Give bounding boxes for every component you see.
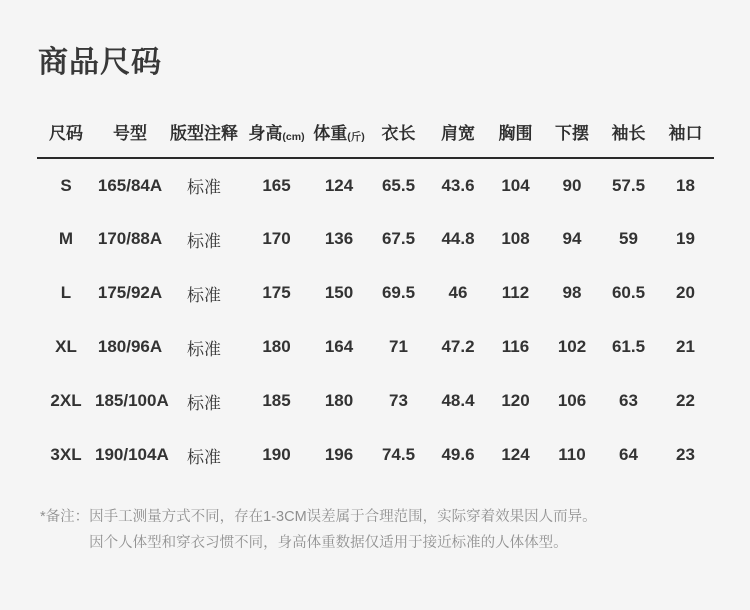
column-header-weight: 体重(斤) [310,106,368,158]
table-cell: 110 [558,445,586,464]
table-cell: 165/84A [97,175,163,195]
table-cell: 185 [262,391,291,410]
size-table [37,106,714,482]
table-row-2xl [37,374,714,428]
table-cell: 180 [262,337,291,356]
table-cell: 标准 [187,339,221,359]
column-header-chest: 胸围 [487,106,544,158]
table-cell: 标准 [187,178,221,197]
table-cell: 21 [676,337,695,356]
table-cell: 标准 [187,393,221,413]
table-cell: 136 [324,229,354,248]
table-cell: 120 [501,391,530,410]
table-cell: 108 [501,229,530,248]
column-header-sleeve-length: 袖长 [600,106,657,158]
remark-note [40,504,750,556]
table-row-xl [37,320,714,374]
table-cell: 175 [262,283,291,302]
table-cell: 116 [501,337,530,356]
table-cell: 102 [557,337,587,356]
table-cell: 124 [501,445,530,464]
table-cell: 165 [262,175,291,195]
table-cell: 65.5 [381,175,416,195]
table-cell: 47.2 [441,337,475,356]
table-cell: 94 [562,229,582,248]
table-cell: 170/88A [97,229,163,248]
table-cell: 196 [324,445,354,464]
table-cell: 23 [676,445,695,464]
table-row-3xl [37,428,714,482]
table-cell: 63 [619,391,638,410]
table-cell: S [60,175,72,195]
page-title: 商品尺码 [38,46,162,79]
table-cell: 71 [389,337,408,356]
remark-line-2: 因个人体型和穿衣习惯不同，身高体重数据仅适用于接近标准的人体体型。 [89,535,568,551]
table-cell: 104 [501,175,530,195]
table-cell: L [60,283,72,302]
table-cell: 3XL [50,445,82,464]
table-row-s [37,158,714,212]
table-cell: 67.5 [381,229,416,248]
unit-cm: (cm) [282,131,305,143]
table-cell: 标准 [187,447,221,467]
size-table-body [37,158,714,482]
remark-line-1: 因手工测量方式不同，存在1-3CM误差属于合理范围，实际穿着效果因人而异。 [89,509,597,525]
table-cell: 22 [676,391,695,410]
table-cell: 180 [324,391,354,410]
table-cell: 190/104A [95,445,169,464]
table-cell: 48.4 [441,391,475,410]
table-cell: 73 [389,391,408,410]
table-cell: 64 [619,445,638,464]
table-cell: M [58,229,74,248]
column-header-garment-length: 衣长 [368,106,429,158]
table-cell: 61.5 [611,337,646,356]
table-cell: 20 [676,283,695,302]
column-header-size: 尺码 [37,106,95,158]
table-cell: XL [55,337,77,356]
column-header-hem: 下摆 [544,106,600,158]
table-cell: 标准 [187,285,221,305]
remark-lines [89,504,750,556]
table-cell: 60.5 [611,283,646,302]
table-cell: 74.5 [381,445,416,464]
table-cell: 2XL [50,391,82,410]
header-row [37,106,714,158]
table-cell: 190 [262,445,291,464]
table-cell: 69.5 [381,283,416,302]
table-cell: 185/100A [95,391,169,410]
table-cell: 19 [676,229,695,248]
table-cell: 112 [501,283,530,302]
table-cell: 44.8 [441,229,475,248]
table-cell: 98 [562,283,582,302]
table-cell: 175/92A [97,283,163,302]
table-cell: 43.6 [441,175,475,195]
column-header-cuff: 袖口 [657,106,714,158]
table-cell: 46 [448,283,468,302]
remark-label: *备注： [40,509,90,525]
table-row-m [37,212,714,266]
table-cell: 124 [324,175,354,195]
table-row-l [37,266,714,320]
table-cell: 170 [262,229,291,248]
column-header-model: 号型 [95,106,165,158]
column-header-height: 身高(cm) [243,106,310,158]
table-cell: 49.6 [441,445,475,464]
table-cell: 90 [562,175,582,195]
column-header-shoulder-width: 肩宽 [429,106,487,158]
column-header-fit-note: 版型注释 [165,106,243,158]
table-cell: 106 [557,391,587,410]
table-cell: 164 [324,337,354,356]
table-cell: 150 [324,283,354,302]
table-cell: 标准 [187,231,221,251]
table-cell: 59 [619,229,638,248]
unit-jin: (斤) [347,131,365,143]
table-cell: 57.5 [611,175,646,195]
table-cell: 180/96A [97,337,163,356]
size-table-header [37,106,714,158]
table-cell: 18 [676,175,695,195]
